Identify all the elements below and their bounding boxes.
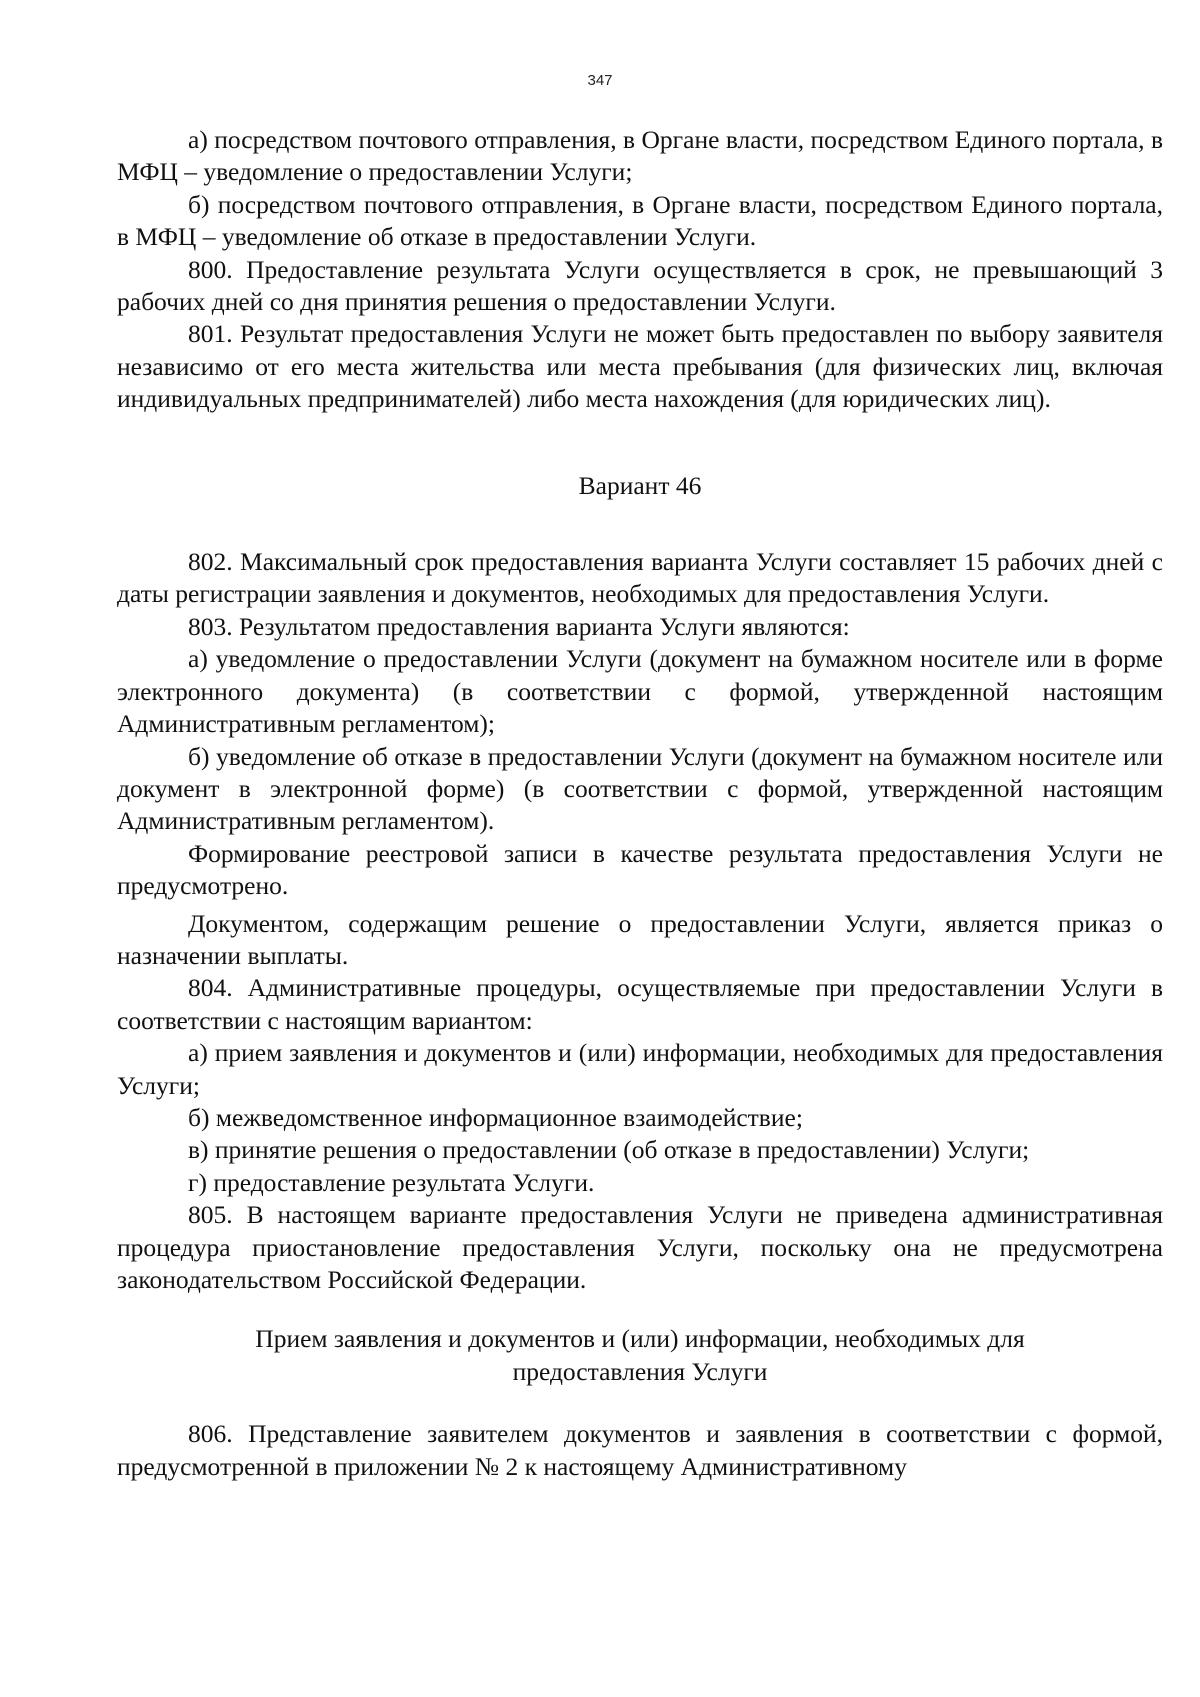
- paragraph-804-g: г) предоставление результата Услуги.: [188, 1167, 595, 1197]
- section-heading: Прием заявления и документов и (или) информации, необходимых для предоставления Услуги: [255, 1324, 1025, 1386]
- document-body: [117, 124, 1163, 1483]
- paragraph-802: 802. Максимальный срок предоставления варианта Услуги составляет 15 рабочих дней с даты регистрации заявления и документов, необходимых для предоставления Услуги.: [117, 547, 1163, 609]
- paragraph-notice-granted: а) посредством почтового отправления, в Органе власти, посредством Единого портала, в МФЦ – уведомление о предоставлении Услуги;: [117, 125, 1163, 187]
- paragraph-803-a: а) уведомление о предоставлении Услуги (документ на бумажном носителе или в форме электронного документа) (в соответствии с формой, утвержденной настоящим Административным регламентом);: [117, 644, 1163, 739]
- paragraph-decision-document: Документом, содержащим решение о предоставлении Услуги, является приказ о назначении выплаты.: [117, 908, 1163, 970]
- paragraph-803: 803. Результатом предоставления варианта Услуги являются:: [188, 611, 850, 641]
- paragraph-801: 801. Результат предоставления Услуги не может быть предоставлен по выбору заявителя независимо от его места жительства или места пребывания (для физических лиц, включая индивидуальных предпринимателей) либо места нахождения (для юридических лиц).: [117, 319, 1163, 414]
- paragraph-803-b: б) уведомление об отказе в предоставлении Услуги (документ на бумажном носителе или документ в электронной форме) (в соответствии с формой, утвержденной настоящим Административным регламентом).: [117, 741, 1163, 836]
- paragraph-806: 806. Представление заявителем документов и заявления в соответствии с формой, предусмотренной в приложении № 2 к настоящему Административному: [117, 1419, 1163, 1481]
- paragraph-804-a: а) прием заявления и документов и (или) информации, необходимых для предоставления Услуги;: [117, 1038, 1163, 1100]
- variant-heading: Вариант 46: [578, 470, 702, 500]
- page-number: 347: [587, 72, 613, 89]
- paragraph-804-b: б) межведомственное информационное взаимодействие;: [188, 1102, 803, 1132]
- paragraph-registry-record: Формирование реестровой записи в качестве результата предоставления Услуги не предусмотрено.: [117, 838, 1163, 901]
- paragraph-804: 804. Административные процедуры, осуществляемые при предоставлении Услуги в соответствии с настоящим вариантом:: [117, 973, 1163, 1035]
- paragraph-800: 800. Предоставление результата Услуги осуществляется в срок, не превышающий 3 рабочих дней со дня принятия решения о предоставлении Услуги.: [117, 254, 1163, 317]
- paragraph-804-v: в) принятие решения о предоставлении (об отказе в предоставлении) Услуги;: [188, 1135, 1030, 1165]
- paragraph-805: 805. В настоящем варианте предоставления Услуги не приведена административная процедура приостановление предоставления Услуги, поскольку она не предусмотрена законодательством Российской Федерации.: [117, 1200, 1163, 1294]
- paragraph-notice-refused: б) посредством почтового отправления, в Органе власти, посредством Единого портала, в МФЦ – уведомление об отказе в предоставлении Услуги.: [117, 189, 1163, 252]
